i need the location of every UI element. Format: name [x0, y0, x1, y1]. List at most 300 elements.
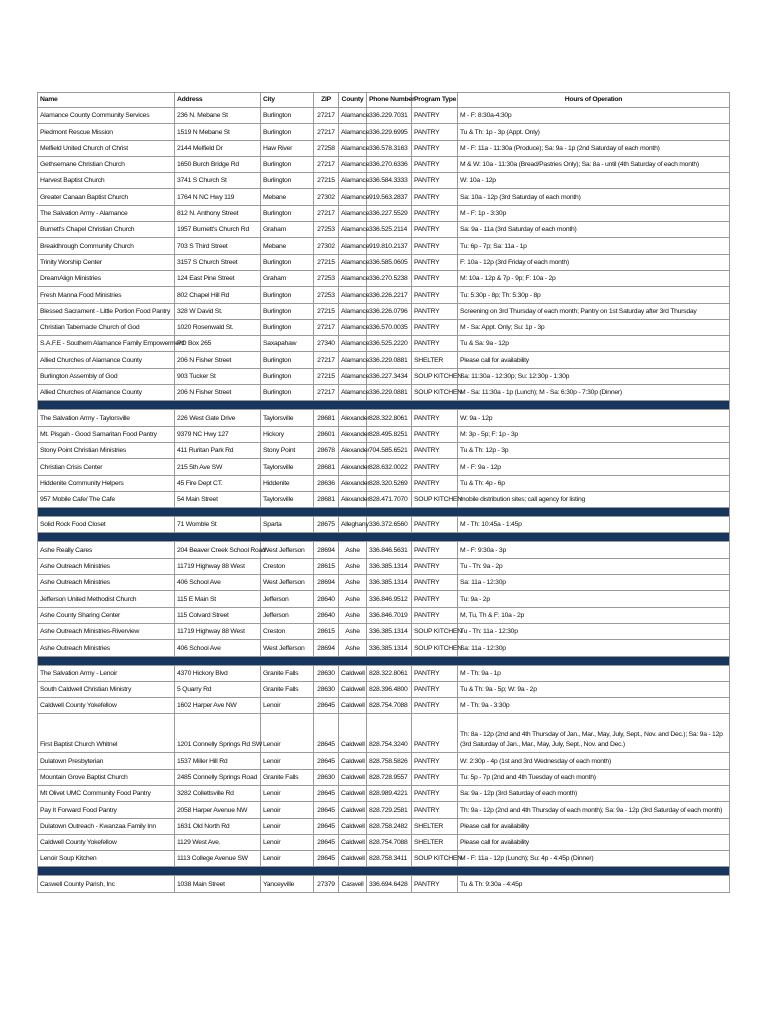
- cell-address: 1537 Miller Hill Rd: [175, 753, 261, 769]
- cell-zip: 28601: [314, 426, 339, 442]
- cell-name: Ashe County Sharing Center: [38, 607, 175, 623]
- cell-program-type: PANTRY: [412, 124, 458, 140]
- cell-hours: M - F: 9:30a - 3p: [458, 542, 730, 558]
- cell-county: Caldwell: [339, 769, 367, 785]
- county-separator-bar: [38, 401, 730, 410]
- header-city: City: [261, 93, 314, 108]
- cell-zip: 28645: [314, 818, 339, 834]
- cell-zip: 28678: [314, 442, 339, 458]
- cell-phone: 336.385.1314: [367, 558, 412, 574]
- table-row: [38, 442, 730, 458]
- header-hours: Hours of Operation: [458, 93, 730, 108]
- header-address: Address: [175, 93, 261, 108]
- cell-phone: 828.320.5269: [367, 475, 412, 491]
- cell-county: Alamance: [339, 205, 367, 221]
- cell-phone: 828.322.8061: [367, 410, 412, 426]
- cell-hours: Tu & Th: 9a - 5p; W: 9a - 2p: [458, 681, 730, 697]
- table-row: [38, 640, 730, 656]
- cell-program-type: PANTRY: [412, 558, 458, 574]
- cell-program-type: SHELTER: [412, 352, 458, 368]
- cell-zip: 27217: [314, 319, 339, 335]
- cell-phone: 336.385.1314: [367, 623, 412, 639]
- cell-zip: 27217: [314, 156, 339, 172]
- table-row: [38, 591, 730, 607]
- cell-phone: 336.226.2217: [367, 287, 412, 303]
- cell-zip: 27258: [314, 140, 339, 156]
- header-program-type: Program Type: [412, 93, 458, 108]
- table-row: [38, 303, 730, 319]
- cell-program-type: PANTRY: [412, 222, 458, 238]
- cell-name: Ashe Outreach Ministries-Riverview: [38, 623, 175, 639]
- header-county: County: [339, 93, 367, 108]
- cell-address: 802 Chapel Hill Rd: [175, 287, 261, 303]
- cell-hours: M - Th: 9a - 3:30p: [458, 698, 730, 714]
- cell-phone: 336.585.0605: [367, 254, 412, 270]
- cell-name: The Salvation Army - Taylorsville: [38, 410, 175, 426]
- table-row: [38, 542, 730, 558]
- table-row: [38, 124, 730, 140]
- cell-city: Lenoir: [261, 834, 314, 850]
- cell-city: Burlington: [261, 124, 314, 140]
- cell-county: Alamance: [339, 108, 367, 124]
- cell-phone: 919.810.2137: [367, 238, 412, 254]
- cell-city: West Jefferson: [261, 542, 314, 558]
- cell-city: Lenoir: [261, 818, 314, 834]
- cell-county: Alexander: [339, 475, 367, 491]
- cell-hours: Sa: 9a - 11a (3rd Saturday of each month): [458, 222, 730, 238]
- cell-program-type: SOUP KITCHEN: [412, 851, 458, 867]
- table-row: [38, 714, 730, 753]
- cell-hours: Tu & Th: 1p - 3p (Appt. Only): [458, 124, 730, 140]
- cell-name: Stony Point Christian Ministries: [38, 442, 175, 458]
- header-name: Name: [38, 93, 175, 108]
- cell-zip: 27217: [314, 385, 339, 401]
- cell-address: 71 Womble St: [175, 517, 261, 533]
- cell-county: Alamance: [339, 287, 367, 303]
- cell-phone: 336.270.6336: [367, 156, 412, 172]
- table-row: [38, 802, 730, 818]
- cell-city: Taylorsville: [261, 410, 314, 426]
- cell-address: 1201 Connelly Springs Rd SW: [175, 714, 261, 753]
- cell-name: Caswell County Parish, Inc: [38, 876, 175, 892]
- table-row: [38, 623, 730, 639]
- table-row: [38, 270, 730, 286]
- cell-address: 2058 Harper Avenue NW: [175, 802, 261, 818]
- cell-zip: 28630: [314, 665, 339, 681]
- cell-address: 1631 Old North Rd: [175, 818, 261, 834]
- cell-zip: 27215: [314, 173, 339, 189]
- cell-county: Ashe: [339, 640, 367, 656]
- cell-name: Allied Churches of Alamance County: [38, 352, 175, 368]
- cell-phone: 828.471.7070: [367, 491, 412, 507]
- cell-program-type: PANTRY: [412, 591, 458, 607]
- cell-zip: 27215: [314, 368, 339, 384]
- table-row: [38, 254, 730, 270]
- county-separator-bar: [38, 867, 730, 876]
- cell-county: Alamance: [339, 189, 367, 205]
- cell-name: Christian Tabernacle Church of God: [38, 319, 175, 335]
- cell-city: Granite Falls: [261, 665, 314, 681]
- cell-phone: 336.226.0796: [367, 303, 412, 319]
- cell-phone: 336.846.7019: [367, 607, 412, 623]
- cell-county: Caldwell: [339, 698, 367, 714]
- table-row: [38, 459, 730, 475]
- cell-zip: 27217: [314, 352, 339, 368]
- cell-address: 1038 Main Street: [175, 876, 261, 892]
- cell-city: Sparta: [261, 517, 314, 533]
- cell-program-type: PANTRY: [412, 336, 458, 352]
- table-row: [38, 785, 730, 801]
- cell-hours: Tu & Th: 4p - 6p: [458, 475, 730, 491]
- cell-phone: 828.322.8061: [367, 665, 412, 681]
- cell-zip: 27217: [314, 108, 339, 124]
- cell-city: Jefferson: [261, 591, 314, 607]
- county-separator-bar: [38, 533, 730, 542]
- cell-program-type: PANTRY: [412, 542, 458, 558]
- cell-hours: M & W: 10a - 11:30a (Bread/Pastries Only); Sa: 8a - until (4th Saturday of each month): [458, 156, 730, 172]
- table-row: [38, 156, 730, 172]
- cell-phone: 336.846.5631: [367, 542, 412, 558]
- cell-zip: 28645: [314, 698, 339, 714]
- cell-name: Harvest Baptist Church: [38, 173, 175, 189]
- cell-hours: Tu: 9a - 2p: [458, 591, 730, 607]
- cell-phone: 336.570.0035: [367, 319, 412, 335]
- cell-program-type: PANTRY: [412, 517, 458, 533]
- table-row: [38, 575, 730, 591]
- cell-name: Mt. Pisgah - Good Samaritan Food Pantry: [38, 426, 175, 442]
- cell-city: Creston: [261, 558, 314, 574]
- cell-address: 3741 S Church St: [175, 173, 261, 189]
- table-row: [38, 769, 730, 785]
- cell-program-type: PANTRY: [412, 410, 458, 426]
- cell-hours: Please call for availability: [458, 818, 730, 834]
- separator-cell: [38, 401, 730, 410]
- cell-address: 226 West Gate Drive: [175, 410, 261, 426]
- table-row: [38, 491, 730, 507]
- cell-county: Alamance: [339, 336, 367, 352]
- cell-zip: 27302: [314, 238, 339, 254]
- cell-county: Alexander: [339, 459, 367, 475]
- cell-phone: 919.563.2837: [367, 189, 412, 205]
- cell-zip: 27253: [314, 287, 339, 303]
- cell-city: Burlington: [261, 368, 314, 384]
- cell-address: 411 Ruritan Park Rd: [175, 442, 261, 458]
- cell-name: First Baptist Church Whitnel: [38, 714, 175, 753]
- cell-zip: 28615: [314, 623, 339, 639]
- cell-county: Ashe: [339, 542, 367, 558]
- cell-name: S.A.F.E - Southern Alamance Family Empowerment: [38, 336, 175, 352]
- cell-program-type: PANTRY: [412, 287, 458, 303]
- cell-city: Burlington: [261, 385, 314, 401]
- cell-program-type: PANTRY: [412, 254, 458, 270]
- cell-hours: Tu: 5:30p - 8p; Th: 5:30p - 8p: [458, 287, 730, 303]
- cell-name: Jefferson United Methodist Church: [38, 591, 175, 607]
- cell-program-type: PANTRY: [412, 876, 458, 892]
- cell-address: 236 N. Mebane St: [175, 108, 261, 124]
- cell-name: Breakthrough Community Church: [38, 238, 175, 254]
- cell-city: Burlington: [261, 303, 314, 319]
- cell-county: Caldwell: [339, 834, 367, 850]
- cell-city: Burlington: [261, 319, 314, 335]
- county-separator-bar: [38, 508, 730, 517]
- cell-name: Burlington Assembly of God: [38, 368, 175, 384]
- cell-address: 2485 Connelly Springs Road: [175, 769, 261, 785]
- cell-program-type: PANTRY: [412, 173, 458, 189]
- cell-city: Burlington: [261, 254, 314, 270]
- cell-county: Caldwell: [339, 665, 367, 681]
- cell-phone: 336.385.1314: [367, 640, 412, 656]
- cell-zip: 28694: [314, 542, 339, 558]
- cell-address: 1650 Burch Bridge Rd: [175, 156, 261, 172]
- table-row: [38, 558, 730, 574]
- cell-address: 54 Main Street: [175, 491, 261, 507]
- cell-address: 4370 Hickory Blvd: [175, 665, 261, 681]
- cell-city: Burlington: [261, 205, 314, 221]
- cell-program-type: PANTRY: [412, 156, 458, 172]
- cell-name: Burnett's Chapel Christian Church: [38, 222, 175, 238]
- cell-program-type: PANTRY: [412, 785, 458, 801]
- cell-phone: 336.846.9512: [367, 591, 412, 607]
- cell-phone: 336.584.3333: [367, 173, 412, 189]
- cell-program-type: PANTRY: [412, 714, 458, 753]
- cell-city: Hiddenite: [261, 475, 314, 491]
- cell-hours: Screening on 3rd Thursday of each month; Pantry on 1st Saturday after 3rd Thursday: [458, 303, 730, 319]
- cell-city: Burlington: [261, 287, 314, 303]
- cell-city: Burlington: [261, 156, 314, 172]
- cell-address: 1129 West Ave.: [175, 834, 261, 850]
- cell-hours: M - Th: 10:45a - 1:45p: [458, 517, 730, 533]
- cell-address: 204 Beaver Creek School Road: [175, 542, 261, 558]
- cell-zip: 28675: [314, 517, 339, 533]
- cell-program-type: PANTRY: [412, 459, 458, 475]
- table-row: [38, 410, 730, 426]
- cell-program-type: SOUP KITCHEN: [412, 640, 458, 656]
- cell-phone: 828.728.9557: [367, 769, 412, 785]
- cell-hours: Tu: 5p - 7p (2nd and 4th Tuesday of each month): [458, 769, 730, 785]
- cell-phone: 828.754.3240: [367, 714, 412, 753]
- cell-hours: M - F: 9a - 12p: [458, 459, 730, 475]
- cell-address: 124 East Pine Street: [175, 270, 261, 286]
- cell-name: Trinity Worship Center: [38, 254, 175, 270]
- cell-county: Alamance: [339, 140, 367, 156]
- cell-zip: 27253: [314, 270, 339, 286]
- table-row: [38, 517, 730, 533]
- cell-address: 2144 Melfield Dr: [175, 140, 261, 156]
- cell-phone: 828.758.5826: [367, 753, 412, 769]
- cell-program-type: PANTRY: [412, 140, 458, 156]
- cell-county: Caldwell: [339, 851, 367, 867]
- resource-table: [37, 92, 730, 893]
- cell-address: 1519 N Mebane St: [175, 124, 261, 140]
- cell-address: 11719 Highway 88 West: [175, 558, 261, 574]
- cell-county: Alamance: [339, 319, 367, 335]
- cell-program-type: PANTRY: [412, 802, 458, 818]
- cell-hours: Th: 9a - 12p (2nd and 4th Thursday of each month); Sa: 9a - 12p (3rd Saturday of each month): [458, 802, 730, 818]
- header-zip: ZIP: [314, 93, 339, 108]
- cell-zip: 28636: [314, 475, 339, 491]
- table-row: [38, 238, 730, 254]
- cell-city: Mebane: [261, 238, 314, 254]
- cell-zip: 27253: [314, 222, 339, 238]
- cell-program-type: PANTRY: [412, 270, 458, 286]
- cell-city: Burlington: [261, 352, 314, 368]
- cell-name: Allied Churches of Alamance County: [38, 385, 175, 401]
- cell-name: The Salvation Army - Lenoir: [38, 665, 175, 681]
- cell-address: 1957 Burnett's Church Rd: [175, 222, 261, 238]
- cell-county: Alamance: [339, 254, 367, 270]
- cell-name: Hiddenite Community Helpers: [38, 475, 175, 491]
- table-row: [38, 108, 730, 124]
- table-row: [38, 336, 730, 352]
- cell-hours: W: 10a - 12p: [458, 173, 730, 189]
- cell-name: Blessed Sacrament - Little Portion Food Pantry: [38, 303, 175, 319]
- cell-county: Alexander: [339, 410, 367, 426]
- cell-city: Lenoir: [261, 785, 314, 801]
- cell-city: Granite Falls: [261, 769, 314, 785]
- cell-city: Lenoir: [261, 802, 314, 818]
- cell-name: Ashe Outreach Ministries: [38, 575, 175, 591]
- cell-hours: Sa: 11a - 12:30p: [458, 640, 730, 656]
- cell-zip: 28681: [314, 491, 339, 507]
- cell-zip: 27217: [314, 205, 339, 221]
- cell-city: Taylorsville: [261, 459, 314, 475]
- table-row: [38, 352, 730, 368]
- cell-zip: 28615: [314, 558, 339, 574]
- table-row: [38, 287, 730, 303]
- cell-hours: Th: 8a - 12p (2nd and 4th Thursday of Jan., Mar., May, July, Sept., Nov. and Dec.); Sa: 9a - 12p (3rd Saturday of Jan., Mar., May, July, Sept., Nov. and Dec.): [458, 714, 730, 753]
- cell-hours: Tu & Th: 9:30a - 4:45p: [458, 876, 730, 892]
- cell-zip: 27217: [314, 124, 339, 140]
- cell-zip: 27379: [314, 876, 339, 892]
- cell-hours: M: 3p - 5p; F: 1p - 3p: [458, 426, 730, 442]
- cell-city: Taylorsville: [261, 491, 314, 507]
- cell-program-type: PANTRY: [412, 189, 458, 205]
- cell-address: 206 N Fisher Street: [175, 352, 261, 368]
- cell-phone: 336.385.1314: [367, 575, 412, 591]
- table-row: [38, 607, 730, 623]
- cell-county: Alamance: [339, 352, 367, 368]
- cell-program-type: SHELTER: [412, 818, 458, 834]
- cell-program-type: PANTRY: [412, 607, 458, 623]
- cell-city: Burlington: [261, 108, 314, 124]
- cell-hours: Tu & Th: 12p - 3p: [458, 442, 730, 458]
- cell-zip: 27215: [314, 254, 339, 270]
- cell-address: 206 N Fisher Street: [175, 385, 261, 401]
- cell-zip: 28645: [314, 753, 339, 769]
- cell-address: 1764 N NC Hwy 119: [175, 189, 261, 205]
- cell-name: Ashe Outreach Ministries: [38, 558, 175, 574]
- table-row: [38, 173, 730, 189]
- cell-address: 1113 College Avenue SW: [175, 851, 261, 867]
- cell-county: Caldwell: [339, 802, 367, 818]
- table-row: [38, 385, 730, 401]
- cell-address: 115 Colvard Street: [175, 607, 261, 623]
- cell-name: Gethsemane Christian Church: [38, 156, 175, 172]
- cell-zip: 28640: [314, 607, 339, 623]
- cell-hours: Tu: 6p - 7p; Sa: 11a - 1p: [458, 238, 730, 254]
- cell-zip: 28694: [314, 640, 339, 656]
- cell-address: PO Box 265: [175, 336, 261, 352]
- table-row: [38, 834, 730, 850]
- cell-hours: Sa: 10a - 12p (3rd Saturday of each month): [458, 189, 730, 205]
- cell-zip: 28645: [314, 785, 339, 801]
- cell-program-type: PANTRY: [412, 319, 458, 335]
- cell-city: Hickory: [261, 426, 314, 442]
- cell-hours: M - F: 8:30a-4:30p: [458, 108, 730, 124]
- cell-zip: 28645: [314, 802, 339, 818]
- table-row: [38, 205, 730, 221]
- cell-hours: Tu - Th: 9a - 2p: [458, 558, 730, 574]
- food-resource-spreadsheet: [37, 92, 729, 893]
- cell-phone: 828.754.7088: [367, 834, 412, 850]
- cell-city: Saxapahaw: [261, 336, 314, 352]
- table-row: [38, 753, 730, 769]
- cell-hours: M - F: 11a - 11:30a (Produce); Sa: 9a - 1p (2nd Saturday of each month): [458, 140, 730, 156]
- cell-address: 3157 S Church Street: [175, 254, 261, 270]
- cell-county: Alamance: [339, 156, 367, 172]
- cell-county: Ashe: [339, 591, 367, 607]
- cell-zip: 28694: [314, 575, 339, 591]
- cell-program-type: PANTRY: [412, 426, 458, 442]
- cell-program-type: PANTRY: [412, 575, 458, 591]
- cell-county: Ashe: [339, 575, 367, 591]
- cell-address: 406 School Ave: [175, 640, 261, 656]
- cell-name: The Salvation Army - Alamance: [38, 205, 175, 221]
- cell-name: Christian Crisis Center: [38, 459, 175, 475]
- cell-hours: Please call for availability: [458, 352, 730, 368]
- cell-county: Alleghany: [339, 517, 367, 533]
- cell-program-type: PANTRY: [412, 681, 458, 697]
- cell-phone: 336.227.5529: [367, 205, 412, 221]
- cell-name: Dulatown Presbyterian: [38, 753, 175, 769]
- cell-name: Greater Canaan Baptist Church: [38, 189, 175, 205]
- cell-name: Mountain Grove Baptist Church: [38, 769, 175, 785]
- cell-hours: F: 10a - 12p (3rd Friday of each month): [458, 254, 730, 270]
- cell-county: Alamance: [339, 222, 367, 238]
- cell-name: Fresh Manna Food Ministries: [38, 287, 175, 303]
- cell-county: Ashe: [339, 623, 367, 639]
- cell-city: Graham: [261, 222, 314, 238]
- cell-name: Alamance County Community Services: [38, 108, 175, 124]
- cell-zip: 28630: [314, 681, 339, 697]
- cell-city: Creston: [261, 623, 314, 639]
- cell-county: Alamance: [339, 173, 367, 189]
- cell-phone: 336.229.0881: [367, 352, 412, 368]
- cell-county: Alexander: [339, 426, 367, 442]
- cell-city: West Jefferson: [261, 575, 314, 591]
- table-row: [38, 876, 730, 892]
- cell-address: 215 5th Ave SW: [175, 459, 261, 475]
- cell-zip: 28640: [314, 591, 339, 607]
- cell-phone: 828.758.3411: [367, 851, 412, 867]
- table-row: [38, 140, 730, 156]
- cell-program-type: SOUP KITCHEN: [412, 385, 458, 401]
- cell-name: Caldwell County Yokefellow: [38, 698, 175, 714]
- separator-cell: [38, 867, 730, 876]
- cell-zip: 28681: [314, 459, 339, 475]
- cell-hours: M - F: 11a - 12p (Lunch); Su: 4p - 4:45p (Dinner): [458, 851, 730, 867]
- cell-name: Solid Rock Food Closet: [38, 517, 175, 533]
- table-row: [38, 189, 730, 205]
- cell-program-type: PANTRY: [412, 475, 458, 491]
- cell-hours: Tu & Sa: 9a - 12p: [458, 336, 730, 352]
- cell-county: Caldwell: [339, 818, 367, 834]
- cell-name: DreamAlign Ministries: [38, 270, 175, 286]
- cell-phone: 828.495.8251: [367, 426, 412, 442]
- cell-phone: 828.396.4800: [367, 681, 412, 697]
- cell-county: Ashe: [339, 607, 367, 623]
- cell-name: Piedmont Rescue Mission: [38, 124, 175, 140]
